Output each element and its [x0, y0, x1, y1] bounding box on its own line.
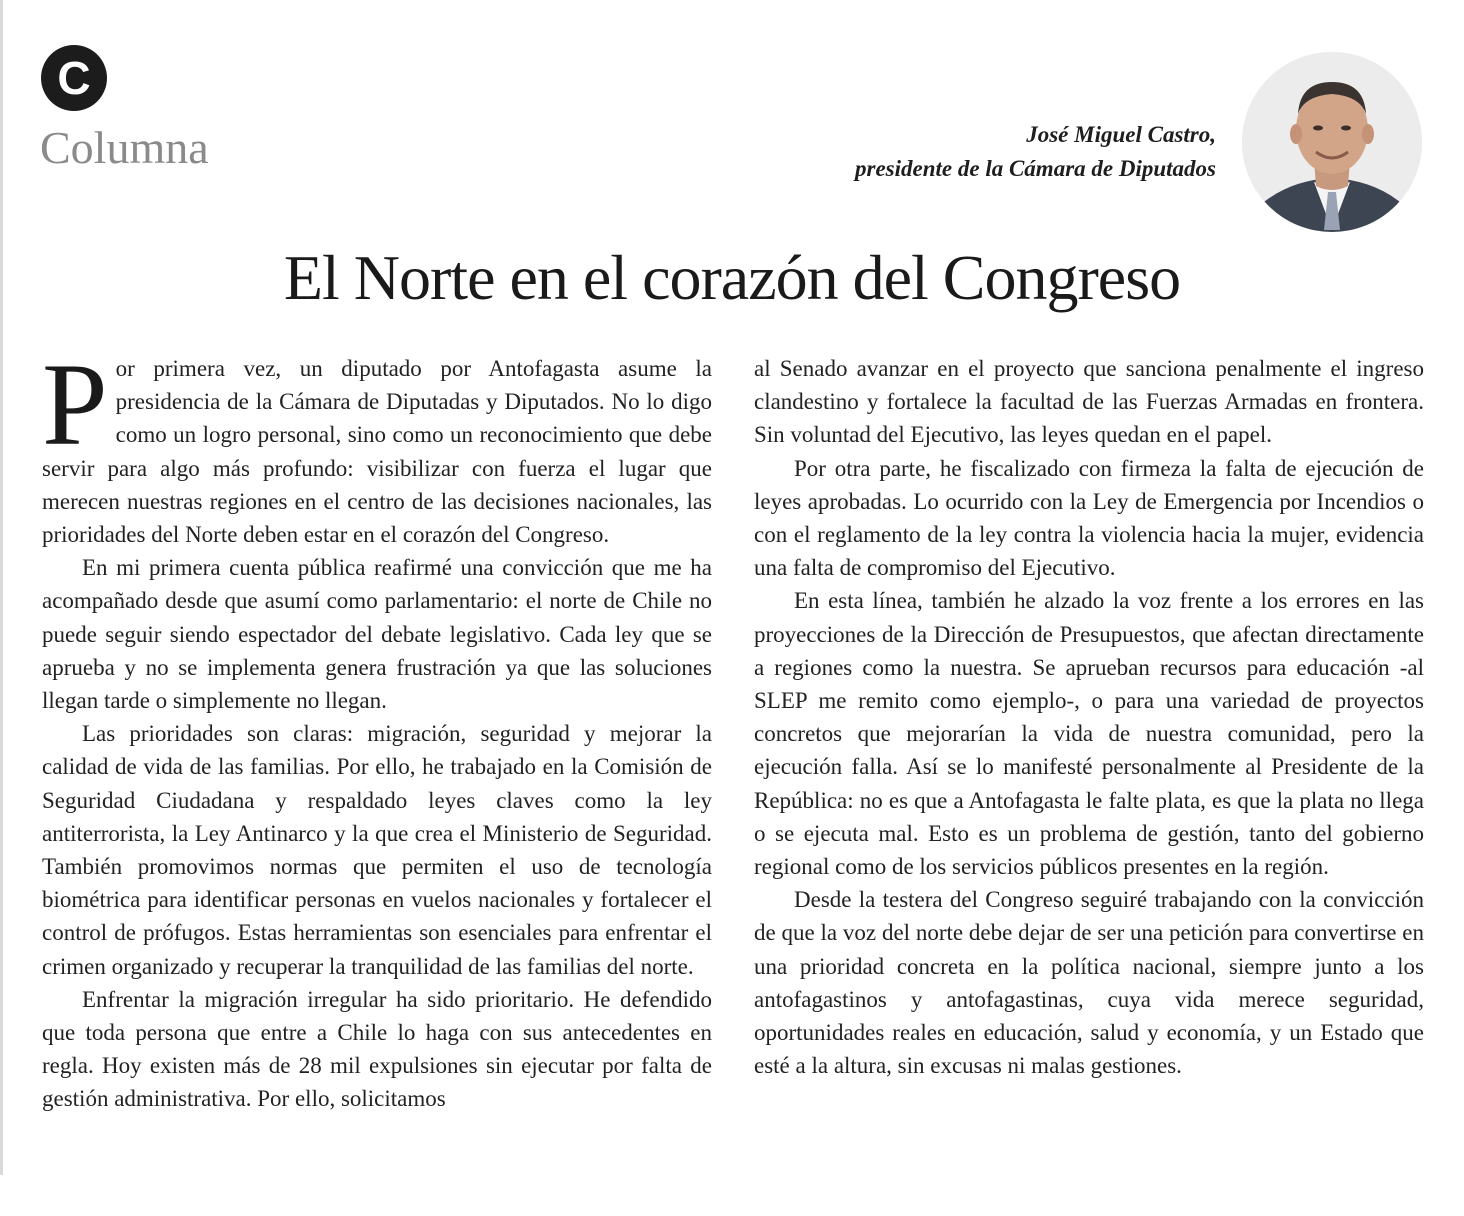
- section-badge: C: [41, 45, 107, 111]
- author-name: José Miguel Castro,: [1026, 122, 1216, 147]
- article-column-left: [42, 339, 712, 1116]
- drop-cap: P: [42, 339, 108, 470]
- author-role: presidente de la Cámara de Diputados: [855, 156, 1216, 181]
- article-paragraph: Por otra parte, he fiscalizado con firmeza la falta de ejecución de leyes aprobadas. Lo ocurrido con la Ley de Emergencia por Incendios o con el reglamento de la ley contra la violencia hacia la mujer, evidencia una falta de compromiso del Ejecutivo.: [754, 455, 1424, 581]
- byline: [855, 118, 1216, 186]
- article-paragraph: Las prioridades son claras: migración, seguridad y mejorar la calidad de vida de las familias. Por ello, he trabajado en la Comisión de Seguridad Ciudadana y respaldado leyes claves como la ley antiterrorista, la Ley Antinarco y la que crea el Ministerio de Seguridad. También promovimos normas que permiten el uso de tecnología biométrica para identificar personas en vuelos nacionales y fortalecer el control de prófugos. Estas herramientas son esenciales para enfrentar el crimen organizado y recuperar la tranquilidad de las familias del norte.: [42, 721, 712, 979]
- article-paragraph: Por primera vez, un diputado por Antofagasta asume la presidencia de la Cámara de Diputadas y Diputados. No lo digo como un logro personal, sino como un reconocimiento que debe servir para algo más profundo: visibilizar con fuerza el lugar que merecen nuestras regiones en el centro de las decisiones nacionales, las prioridades del Norte deben estar en el corazón del Congreso.: [42, 339, 712, 548]
- article-paragraph: al Senado avanzar en el proyecto que sanciona penalmente el ingreso clandestino y fortalece la facultad de las Fuerzas Armadas en frontera. Sin voluntad del Ejecutivo, las leyes quedan en el papel.: [754, 356, 1424, 448]
- section-label: Columna: [40, 122, 209, 173]
- article-paragraph: En mi primera cuenta pública reafirmé una convicción que me ha acompañado desde que asumí como parlamentario: el norte de Chile no puede seguir siendo espectador del debate legislativo. Cada ley que se aprueba y no se implementa genera frustración ya que las soluciones llegan tarde o simplemente no llegan.: [42, 555, 712, 714]
- author-portrait: [1242, 52, 1422, 232]
- article-column-right: [754, 352, 1424, 1082]
- page-edge-rule: [0, 0, 3, 1175]
- article-paragraph: Enfrentar la migración irregular ha sido prioritario. He defendido que toda persona que entre a Chile lo haga con sus antecedentes en regla. Hoy existen más de 28 mil expulsiones sin ejecutar por falta de gestión administrativa. Por ello, solicitamos: [42, 986, 712, 1112]
- article-paragraph: En esta línea, también he alzado la voz frente a los errores en las proyecciones de la Dirección de Presupuestos, que afectan directamente a regiones como la nuestra. Se aprueban recursos para educación -al SLEP me remito como ejemplo-, o para una variedad de proyectos concretos que mejorarían la vida de nuestra comunidad, pero la ejecución falla. Así se lo manifesté personalmente al Presidente de la República: no es que a Antofagasta le falte plata, es que la plata no llega o se ejecuta mal. Esto es un problema de gestión, tanto del gobierno regional como de los servicios públicos presentes en la región.: [754, 588, 1424, 880]
- article-headline: El Norte en el corazón del Congreso: [283, 242, 1181, 313]
- article-paragraph: Desde la testera del Congreso seguiré trabajando con la convicción de que la voz del norte debe dejar de ser una petición para convertirse en una prioridad concreta en la política nacional, siempre junto a los antofagastinos y antofagastinas, cuya vida merece seguridad, oportunidades reales en educación, salud y economía, y un Estado que esté a la altura, sin excusas ni malas gestiones.: [754, 887, 1424, 1079]
- portrait-illustration: [1242, 52, 1422, 232]
